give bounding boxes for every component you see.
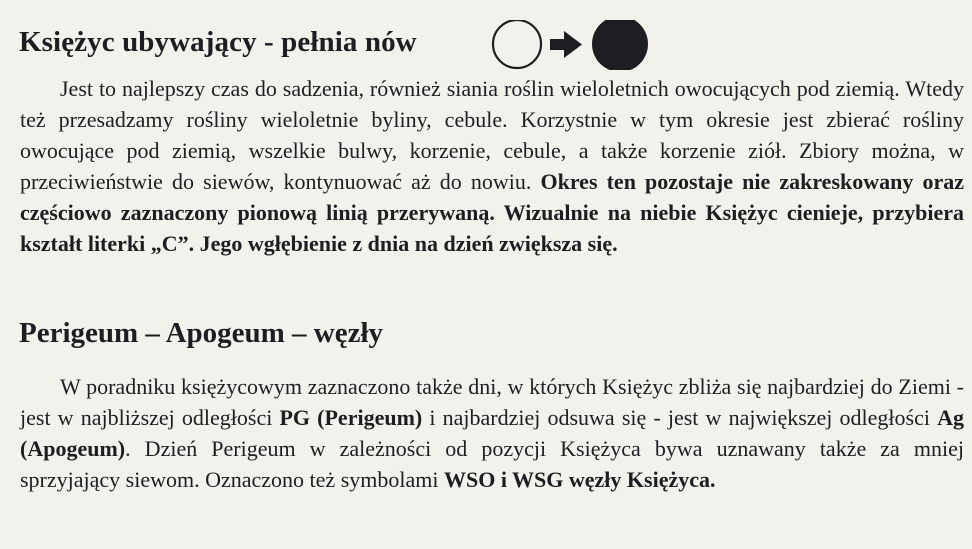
section1-paragraph bbox=[20, 73, 964, 259]
section-heading-waning-moon: Księżyc ubywający - pełnia nów bbox=[19, 26, 417, 58]
paragraph-bold-text: Okres ten pozostaje nie zakreskowany oraz częściowo zaznaczony pionową linią przerywaną. Wizualnie na niebie Księżyc cienieje, przybiera kształt literki „C”. Jego wgłębienie z dnia na dzień zwiększa się. bbox=[20, 169, 964, 256]
perigee-term: PG (Perigeum) bbox=[279, 405, 423, 430]
full-moon-outline-icon bbox=[493, 20, 541, 68]
nodes-term: WSO i WSG węzły Księżyca. bbox=[443, 467, 716, 492]
moon-phase-diagram bbox=[490, 20, 660, 70]
paragraph-text: Jest to najlepszy czas do sadzenia, również siania roślin wieloletnich owocujących pod ziemią. Wtedy też przesadzamy rośliny wieloletnie byliny, cebule. Korzystnie w tym okresie jest zbierać rośliny owocujące pod ziemią, wszelkie bulwy, korzenie, cebule, a także korzenie ziół. Zbiory można, w przeciwieństwie do siewów, kontynuować aż do nowiu. bbox=[20, 76, 964, 194]
apogee-term: Ag (Apogeum) bbox=[20, 405, 965, 461]
section-heading-perigee-apogee: Perigeum – Apogeum – węzły bbox=[19, 317, 384, 349]
paragraph-text: W poradniku księżycowym zaznaczono także dni, w których Księżyc zbliża się najbardziej do Ziemi - jest w najbliższej odległości bbox=[20, 374, 964, 430]
paragraph-text: . Dzień Perigeum w zależności od pozycji Księżyca bywa uznawany także za mniej sprzyjający siewom. Oznaczono też symbolami bbox=[20, 436, 964, 492]
paragraph-text: i najbardziej odsuwa się - jest w największej odległości bbox=[422, 405, 938, 430]
section2-paragraph bbox=[20, 371, 964, 495]
new-moon-filled-icon bbox=[592, 20, 648, 70]
arrow-right-icon bbox=[550, 31, 582, 58]
